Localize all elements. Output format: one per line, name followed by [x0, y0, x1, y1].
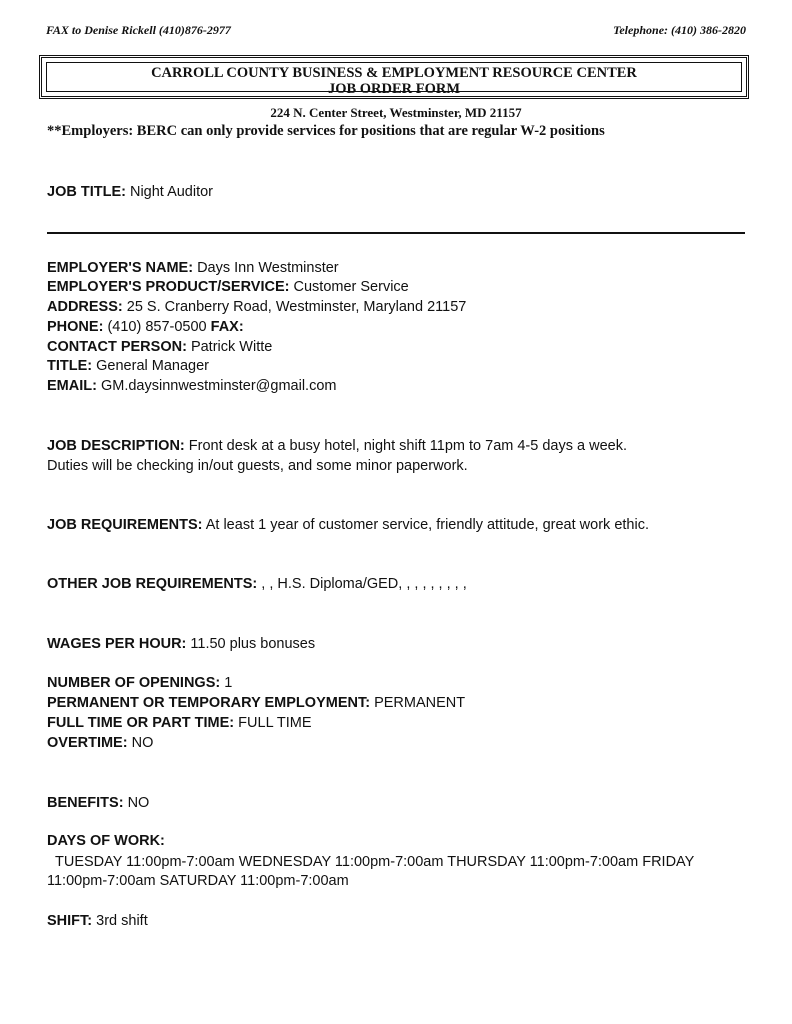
- fax-label: FAX:: [210, 319, 244, 335]
- wages-label: WAGES PER HOUR:: [47, 636, 187, 652]
- job-requirements-value: At least 1 year of customer service, friendly attitude, great work ethic.: [205, 517, 649, 533]
- permanent-temporary-row: [47, 695, 465, 711]
- address-row: [47, 299, 466, 315]
- permanent-temporary-label: PERMANENT OR TEMPORARY EMPLOYMENT:: [47, 695, 371, 711]
- contact-title-row: [47, 358, 209, 374]
- wages-row: [47, 636, 315, 652]
- shift-value: 3rd shift: [96, 913, 148, 929]
- other-requirements-value: , , H.S. Diploma/GED, , , , , , , , ,: [261, 576, 467, 592]
- form-title-inner: [46, 62, 742, 97]
- product-service-label: EMPLOYER'S PRODUCT/SERVICE:: [47, 279, 290, 295]
- employer-name-row: [47, 260, 339, 276]
- shift-label: SHIFT:: [47, 913, 93, 929]
- job-requirements-label: JOB REQUIREMENTS:: [47, 517, 203, 533]
- phone-value: (410) 857-0500: [107, 319, 207, 335]
- employer-name-value: Days Inn Westminster: [197, 260, 339, 276]
- job-title-label: JOB TITLE:: [47, 184, 126, 200]
- phone-label: PHONE:: [47, 319, 104, 335]
- days-of-work-line-2: 11:00pm-7:00am SATURDAY 11:00pm-7:00am: [47, 873, 349, 889]
- openings-label: NUMBER OF OPENINGS:: [47, 675, 221, 691]
- other-requirements-label: OTHER JOB REQUIREMENTS:: [47, 576, 258, 592]
- form-name: JOB ORDER FORM: [327, 81, 461, 97]
- job-description-line-2: Duties will be checking in/out guests, and some minor paperwork.: [47, 458, 468, 474]
- contact-person-value: Patrick Witte: [190, 339, 273, 355]
- full-part-time-value: FULL TIME: [238, 715, 312, 731]
- org-name: CARROLL COUNTY BUSINESS & EMPLOYMENT RESOURCE CENTER: [151, 65, 637, 81]
- telephone-header: Telephone: (410) 386-2820: [613, 23, 746, 37]
- product-service-value: Customer Service: [293, 279, 409, 295]
- benefits-row: [47, 795, 149, 811]
- address-value: 25 S. Cranberry Road, Westminster, Maryland 21157: [126, 299, 467, 315]
- benefits-label: BENEFITS:: [47, 795, 124, 811]
- email-row: [47, 378, 336, 394]
- job-title-value: Night Auditor: [129, 184, 214, 200]
- full-part-time-row: [47, 715, 312, 731]
- form-title-box: [39, 55, 749, 99]
- overtime-label: OVERTIME:: [47, 735, 128, 751]
- section-divider: [47, 232, 745, 234]
- contact-title-value: General Manager: [96, 358, 209, 374]
- job-description-label: JOB DESCRIPTION:: [47, 438, 185, 454]
- benefits-value: NO: [127, 795, 150, 811]
- contact-person-label: CONTACT PERSON:: [47, 339, 187, 355]
- job-description-value: Front desk at a busy hotel, night shift 11pm to 7am 4-5 days a week.: [188, 438, 627, 454]
- org-address: 224 N. Center Street, Westminster, MD 21157: [270, 105, 522, 120]
- contact-title-label: TITLE:: [47, 358, 93, 374]
- product-service-row: [47, 279, 409, 295]
- full-part-time-label: FULL TIME OR PART TIME:: [47, 715, 235, 731]
- permanent-temporary-value: PERMANENT: [374, 695, 466, 711]
- email-value: GM.daysinnwestminster@gmail.com: [100, 378, 337, 394]
- email-label: EMAIL:: [47, 378, 97, 394]
- job-title-row: [47, 184, 213, 200]
- days-of-work-label: DAYS OF WORK:: [47, 833, 165, 849]
- employer-notice: **Employers: BERC can only provide services for positions that are regular W-2 positions: [47, 123, 605, 139]
- phone-row: [47, 319, 244, 335]
- openings-row: [47, 675, 232, 691]
- job-requirements-row: [47, 517, 649, 533]
- other-requirements-row: [47, 576, 467, 592]
- job-description-row: [47, 438, 627, 454]
- openings-value: 1: [224, 675, 233, 691]
- days-of-work-line-1: TUESDAY 11:00pm-7:00am WEDNESDAY 11:00pm-7:00am THURSDAY 11:00pm-7:00am FRIDAY: [55, 854, 695, 870]
- contact-person-row: [47, 339, 272, 355]
- shift-row: [47, 913, 148, 929]
- overtime-value: NO: [131, 735, 154, 751]
- wages-value: 11.50 plus bonuses: [190, 636, 316, 652]
- days-of-work-row: [47, 833, 165, 849]
- address-label: ADDRESS:: [47, 299, 123, 315]
- fax-header: FAX to Denise Rickell (410)876-2977: [46, 23, 231, 37]
- employer-name-label: EMPLOYER'S NAME:: [47, 260, 194, 276]
- overtime-row: [47, 735, 153, 751]
